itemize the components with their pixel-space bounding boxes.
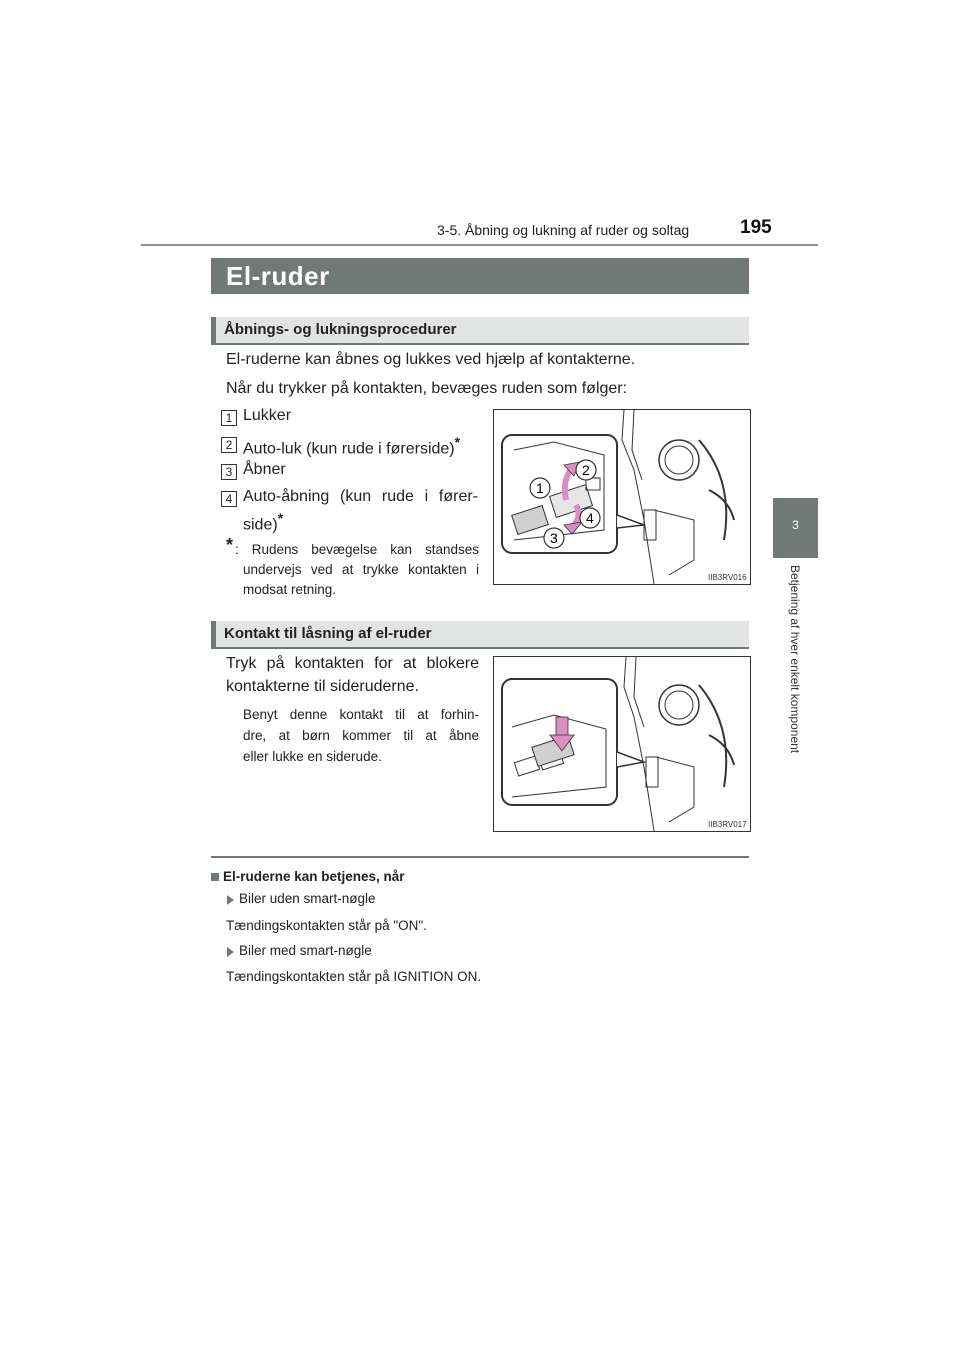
section2-small-2: dre, at børn kommer til at åbne (243, 728, 479, 743)
note-sub-1: Biler uden smart-nøgle (239, 891, 376, 906)
section2-heading: Kontakt til låsning af el-ruder (224, 625, 432, 642)
figure-1-illustration (494, 410, 750, 584)
item-text-4: Auto-åbning (kun rude i fører- (243, 488, 478, 505)
figure-2-id: IIB3RV017 (708, 820, 747, 829)
notes-rule (211, 856, 749, 858)
item-number-1: 1 (221, 410, 237, 426)
section1-heading: Åbnings- og lukningsprocedurer (224, 321, 457, 338)
callout-2: 2 (582, 462, 590, 478)
figure-window-switches (493, 409, 751, 585)
item-text-4-label2: side) (243, 516, 278, 534)
page-title: El-ruder (226, 261, 330, 291)
figure-1-id: IIB3RV016 (708, 573, 747, 582)
note-text-1: Tændingskontakten står på "ON". (226, 918, 427, 933)
item-number-3: 3 (221, 464, 237, 480)
section2-line-1: Tryk på kontakten for at blokere (226, 655, 479, 672)
item-number-4: 4 (221, 491, 237, 507)
item-text-2 (243, 434, 460, 458)
item-text-3: Åbner (243, 461, 286, 478)
figure-2-illustration (494, 657, 750, 831)
item-2-star: * (454, 434, 461, 450)
intro-line-2: Når du trykker på kontakten, bevæges ruden som følger: (226, 380, 628, 397)
chapter-tab-number: 3 (792, 518, 799, 532)
item-text-4-cont (243, 510, 283, 534)
footnote-line-3: modsat retning. (243, 582, 337, 597)
item-text-1: Lukker (243, 407, 292, 424)
section2-small-1: Benyt denne kontakt til at forhin- (243, 707, 479, 722)
note-sub-2: Biler med smart-nøgle (239, 943, 372, 958)
triangle-bullet-icon (227, 895, 234, 905)
callout-4: 4 (586, 510, 594, 526)
note-square-icon (211, 873, 219, 881)
triangle-bullet-icon (227, 947, 234, 957)
callout-3: 3 (550, 530, 558, 546)
footnote-star: * (226, 535, 234, 555)
item-number-2: 2 (221, 437, 237, 453)
item-text-2-label: Auto-luk (kun rude i førerside) (243, 440, 455, 458)
section2-marker (211, 621, 216, 649)
chapter-header: 3-5. Åbning og lukning af ruder og soltag (437, 222, 690, 238)
item-4-star: * (277, 510, 284, 526)
note-heading: El-ruderne kan betjenes, når (223, 869, 405, 884)
page-number: 195 (740, 217, 772, 238)
section2-line-2: kontakterne til sideruderne. (226, 678, 419, 695)
intro-line-1: El-ruderne kan åbnes og lukkes ved hjælp af kontakterne. (226, 351, 636, 368)
section2-small-3: eller lukke en siderude. (243, 749, 382, 764)
section1-marker (211, 317, 216, 345)
footnote-line-2: undervejs ved at trykke kontakten i (243, 562, 479, 577)
header-rule (141, 244, 818, 246)
chapter-tab-label: Betjening af hver enkelt komponent (788, 565, 802, 754)
figure-lock-switch (493, 656, 751, 832)
callout-1: 1 (536, 480, 544, 496)
footnote-line-1: : Rudens bevægelse kan standses (235, 542, 479, 557)
note-text-2: Tændingskontakten står på IGNITION ON. (226, 969, 482, 984)
